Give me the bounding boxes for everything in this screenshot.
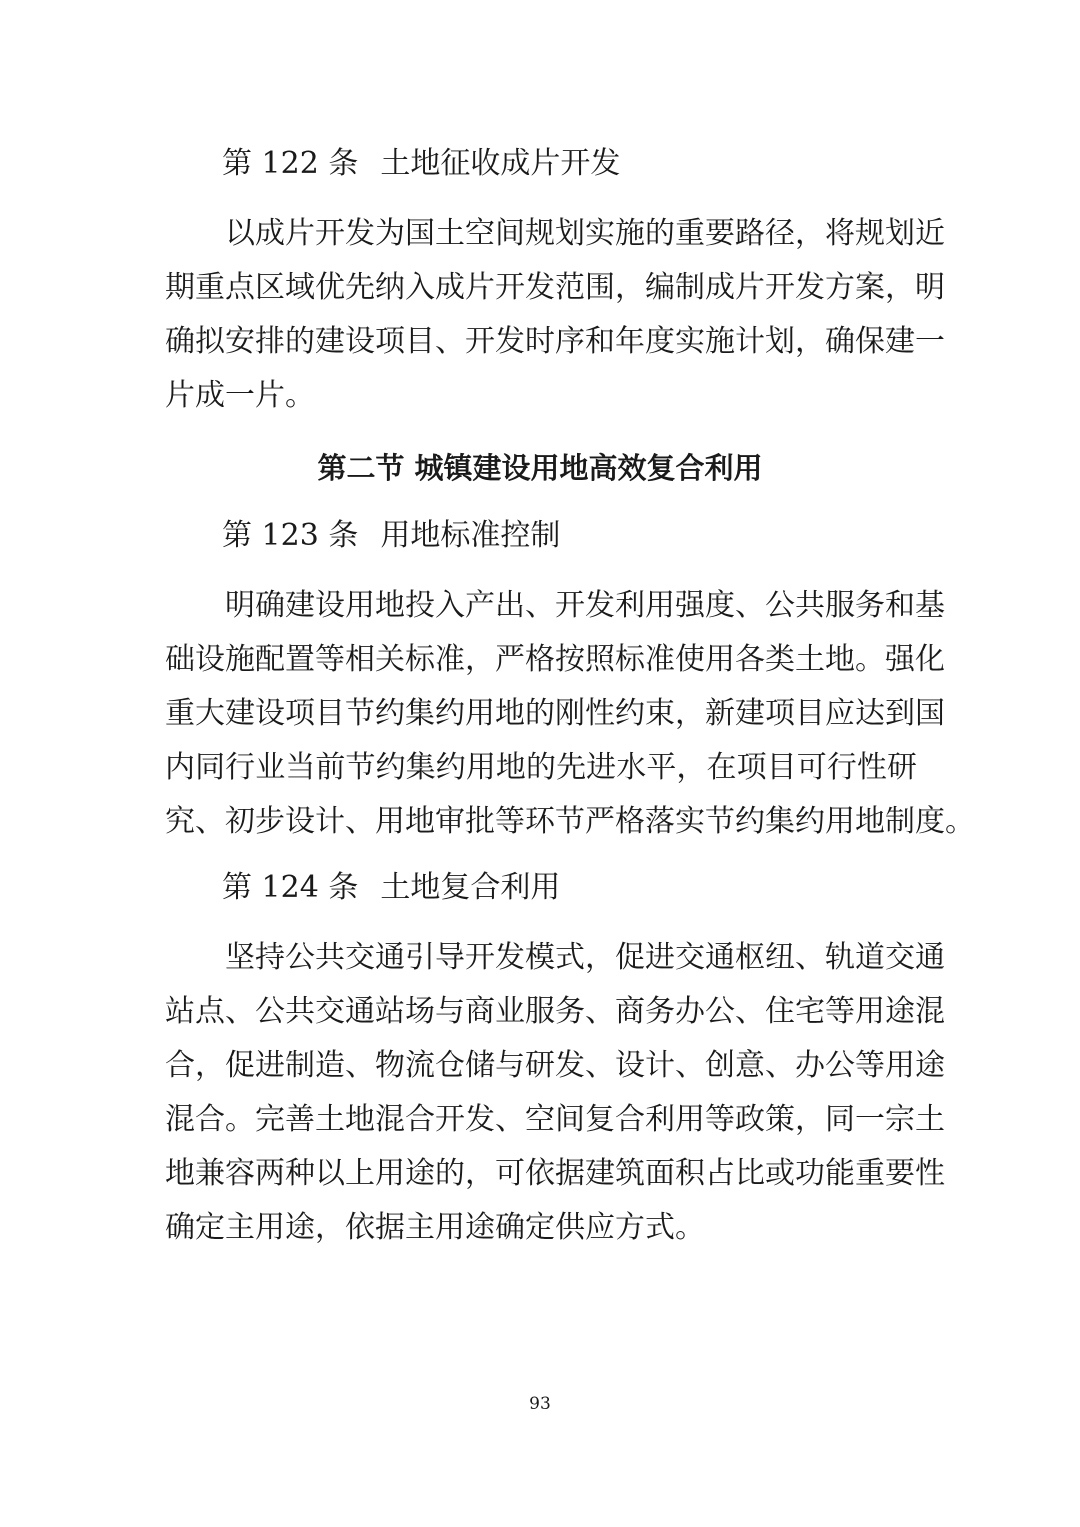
article-123-line-4: 内同行业当前节约集约用地的先进水平，在项目可行性研 <box>165 750 917 785</box>
article-124-line-2: 站点、公共交通站场与商业服务、商务办公、住宅等用途混 <box>165 994 945 1029</box>
article-122-title: 土地征收成片开发 <box>380 146 621 181</box>
article-124-line-4: 混合。完善土地混合开发、空间复合利用等政策，同一宗土 <box>165 1102 945 1137</box>
article-123-line-5: 究、初步设计、用地审批等环节严格落实节约集约用地制度。 <box>165 804 975 839</box>
article-122-line-2: 期重点区域优先纳入成片开发范围，编制成片开发方案，明 <box>165 270 945 305</box>
article-122-line-3: 确拟安排的建设项目、开发时序和年度实施计划，确保建一 <box>165 324 945 359</box>
article-123-line-2: 础设施配置等相关标准，严格按照标准使用各类土地。强化 <box>165 642 945 677</box>
page-number: 93 <box>529 1394 551 1414</box>
article-122-line-1: 以成片开发为国土空间规划实施的重要路径，将规划近 <box>165 216 945 251</box>
article-123-heading <box>222 518 560 554</box>
article-124-number: 第 124 条 <box>222 870 359 905</box>
article-124-title: 土地复合利用 <box>380 870 561 905</box>
article-123-line-1: 明确建设用地投入产出、开发利用强度、公共服务和基 <box>165 588 945 623</box>
article-122-line-4: 片成一片。 <box>165 378 315 413</box>
article-122-heading <box>222 146 620 182</box>
article-123-title: 用地标准控制 <box>380 518 561 553</box>
article-124-line-1: 坚持公共交通引导开发模式，促进交通枢纽、轨道交通 <box>165 940 945 975</box>
article-123-number: 第 123 条 <box>222 518 359 553</box>
article-124-heading <box>222 870 560 906</box>
section-title: 第二节 城镇建设用地高效复合利用 <box>317 451 763 485</box>
article-124-line-6: 确定主用途，依据主用途确定供应方式。 <box>165 1210 705 1245</box>
article-124-line-3: 合，促进制造、物流仓储与研发、设计、创意、办公等用途 <box>165 1048 945 1083</box>
article-124-line-5: 地兼容两种以上用途的，可依据建筑面积占比或功能重要性 <box>165 1156 945 1191</box>
article-123-line-3: 重大建设项目节约集约用地的刚性约束，新建项目应达到国 <box>165 696 945 731</box>
article-122-number: 第 122 条 <box>222 146 359 181</box>
